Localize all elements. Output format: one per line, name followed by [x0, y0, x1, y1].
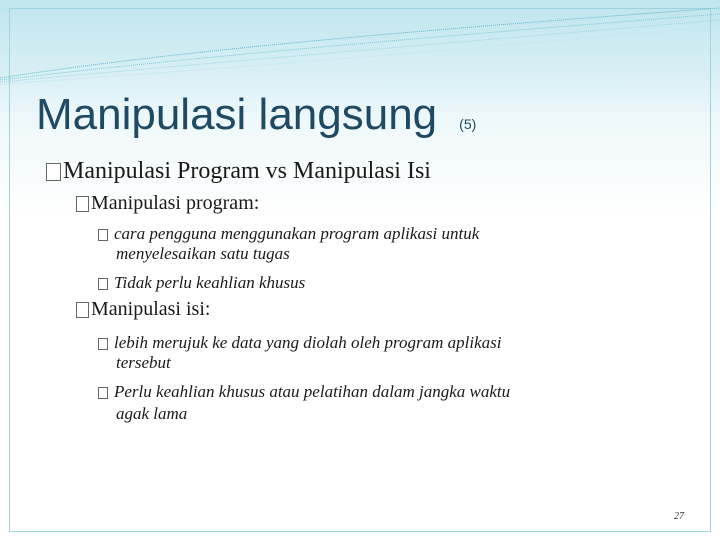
point-text: agak lama [116, 404, 188, 423]
list-item-continuation [100, 353, 171, 373]
point-text: cara pengguna menggunakan program aplikasi untuk [114, 224, 480, 243]
bullet-box-icon [98, 338, 108, 350]
point-text: lebih merujuk ke data yang diolah oleh program aplikasi [114, 333, 502, 352]
section-label: Manipulasi isi: [91, 298, 211, 320]
bullet-box-icon [98, 387, 108, 399]
point-text: Perlu keahlian khusus atau pelatihan dalam jangka waktu [114, 382, 511, 401]
heading-text: Manipulasi Program vs Manipulasi Isi [63, 158, 431, 184]
list-item-continuation [100, 244, 290, 264]
bullet-box-icon [76, 196, 89, 212]
point-text: tersebut [116, 353, 171, 372]
section-label: Manipulasi program: [91, 192, 260, 214]
bullet-box-icon [46, 163, 61, 181]
list-item [98, 382, 510, 402]
title-suffix: (5) [459, 116, 477, 132]
section-isi [76, 298, 210, 321]
page-number: 27 [674, 511, 684, 522]
list-item-continuation [100, 404, 187, 424]
list-item [98, 333, 501, 353]
title-text: Manipulasi langsung [36, 90, 438, 139]
bullet-box-icon [98, 278, 108, 290]
bullet-box-icon [76, 302, 89, 318]
section-program [76, 192, 259, 215]
bullet-box-icon [98, 229, 108, 241]
point-text: menyelesaikan satu tugas [116, 244, 290, 263]
point-text: Tidak perlu keahlian khusus [114, 273, 306, 292]
list-item [98, 224, 479, 244]
heading-item [46, 158, 431, 185]
list-item [98, 273, 305, 293]
